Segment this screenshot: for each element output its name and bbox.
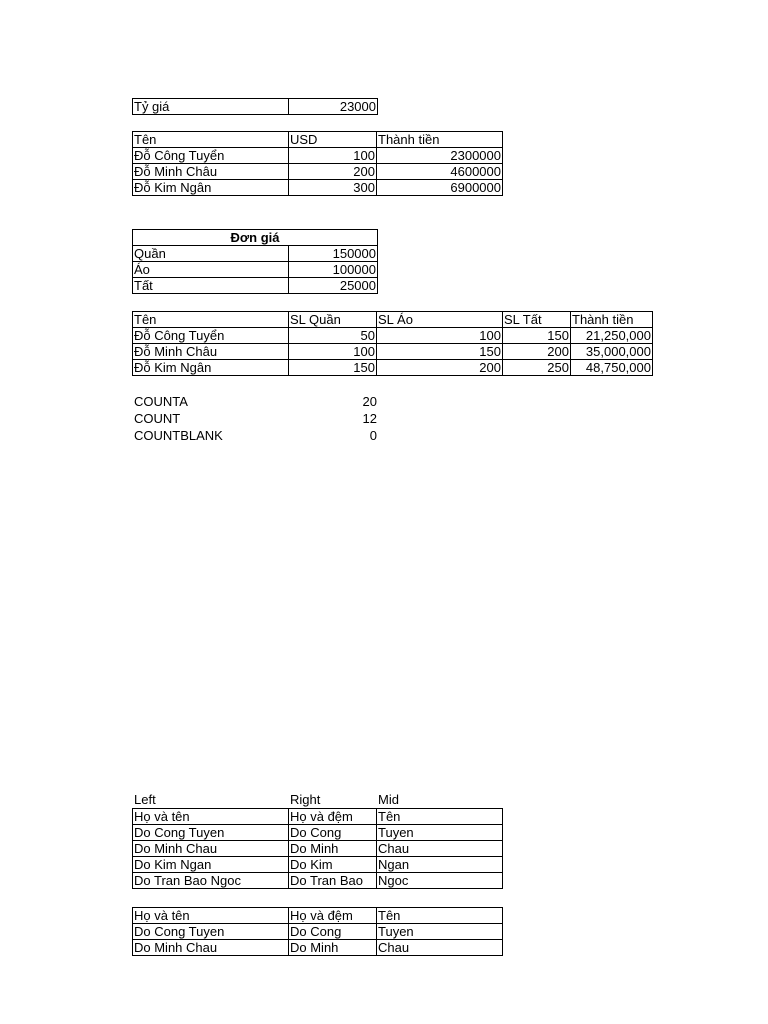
total-cell: 48,750,000: [571, 360, 653, 376]
exchange-rate-table: [132, 98, 378, 115]
count-row: [133, 410, 378, 427]
table-row: [133, 841, 503, 857]
count-row: [133, 427, 378, 444]
table-row: [133, 99, 378, 115]
header-cell: SL Áo: [377, 312, 503, 328]
total-cell: 4600000: [377, 164, 503, 180]
header-cell: Tên: [377, 809, 503, 825]
table-header-row: [133, 312, 653, 328]
table-row: [133, 328, 653, 344]
table-row: [133, 344, 653, 360]
full-name-cell: Do Cong Tuyen: [133, 825, 289, 841]
qty-cell: 100: [377, 328, 503, 344]
name-cell: Đỗ Minh Châu: [133, 344, 289, 360]
left-label: Left: [134, 792, 156, 807]
table-row: [133, 246, 378, 262]
table-row: [133, 180, 503, 196]
header-cell: Họ và đệm: [289, 908, 377, 924]
given-name-cell: Tuyen: [377, 825, 503, 841]
name-cell: Đỗ Công Tuyển: [133, 328, 289, 344]
table-row: [133, 857, 503, 873]
header-cell: Thành tiền: [571, 312, 653, 328]
table-header-row: [133, 132, 503, 148]
given-name-cell: Ngoc: [377, 873, 503, 889]
header-cell: USD: [289, 132, 377, 148]
name-cell: Đỗ Kim Ngân: [133, 360, 289, 376]
header-cell: Thành tiền: [377, 132, 503, 148]
given-name-cell: Chau: [377, 841, 503, 857]
table-header-row: [133, 908, 503, 924]
table-row: [133, 873, 503, 889]
qty-cell: 200: [377, 360, 503, 376]
header-cell: Họ và đệm: [289, 809, 377, 825]
count-label: COUNTBLANK: [134, 428, 223, 443]
text-function-labels: [133, 792, 503, 807]
unit-price-table: [132, 229, 378, 294]
price-cell: 100000: [289, 262, 378, 278]
label-row: [133, 792, 503, 807]
header-cell: SL Quần: [289, 312, 377, 328]
count-value: 0: [369, 428, 377, 443]
full-name-cell: Do Minh Chau: [133, 940, 289, 956]
exchange-rate-label: Tỷ giá: [133, 99, 289, 115]
full-name-cell: Do Minh Chau: [133, 841, 289, 857]
table-row: [133, 278, 378, 294]
table-row: [133, 924, 503, 940]
exchange-rate-value: 23000: [289, 99, 378, 115]
count-value: 20: [362, 394, 377, 409]
names-table-2: [132, 907, 503, 956]
full-name-cell: Do Cong Tuyen: [133, 924, 289, 940]
table-row: [133, 148, 503, 164]
surname-cell: Do Cong: [289, 825, 377, 841]
table-title-row: [133, 230, 378, 246]
surname-cell: Do Minh: [289, 940, 377, 956]
item-cell: Áo: [133, 262, 289, 278]
item-cell: Quần: [133, 246, 289, 262]
item-cell: Tất: [133, 278, 289, 294]
table-row: [133, 360, 653, 376]
table-row: [133, 262, 378, 278]
header-cell: Họ và tên: [133, 809, 289, 825]
qty-cell: 250: [503, 360, 571, 376]
mid-label: Mid: [378, 792, 399, 807]
usd-cell: 300: [289, 180, 377, 196]
surname-cell: Do Cong: [289, 924, 377, 940]
table-header-row: [133, 809, 503, 825]
total-cell: 6900000: [377, 180, 503, 196]
total-cell: 21,250,000: [571, 328, 653, 344]
usd-cell: 200: [289, 164, 377, 180]
names-table-1: [132, 808, 503, 889]
header-cell: SL Tất: [503, 312, 571, 328]
unit-price-title: Đơn giá: [133, 230, 378, 246]
full-name-cell: Do Kim Ngan: [133, 857, 289, 873]
header-cell: Tên: [133, 312, 289, 328]
count-row: [133, 393, 378, 410]
header-cell: Họ và tên: [133, 908, 289, 924]
qty-cell: 150: [503, 328, 571, 344]
given-name-cell: Tuyen: [377, 924, 503, 940]
surname-cell: Do Kim: [289, 857, 377, 873]
given-name-cell: Ngan: [377, 857, 503, 873]
qty-cell: 100: [289, 344, 377, 360]
qty-cell: 150: [377, 344, 503, 360]
name-cell: Đỗ Kim Ngân: [133, 180, 289, 196]
table-row: [133, 825, 503, 841]
table-row: [133, 940, 503, 956]
price-cell: 150000: [289, 246, 378, 262]
header-cell: Tên: [133, 132, 289, 148]
count-value: 12: [362, 411, 377, 426]
total-cell: 35,000,000: [571, 344, 653, 360]
price-cell: 25000: [289, 278, 378, 294]
full-name-cell: Do Tran Bao Ngoc: [133, 873, 289, 889]
count-functions: [133, 393, 378, 444]
name-cell: Đỗ Công Tuyển: [133, 148, 289, 164]
table-row: [133, 164, 503, 180]
total-cell: 2300000: [377, 148, 503, 164]
given-name-cell: Chau: [377, 940, 503, 956]
count-label: COUNT: [134, 411, 181, 426]
quantity-table: [132, 311, 653, 376]
count-label: COUNTA: [134, 394, 188, 409]
right-label: Right: [290, 792, 321, 807]
qty-cell: 150: [289, 360, 377, 376]
header-cell: Tên: [377, 908, 503, 924]
name-cell: Đỗ Minh Châu: [133, 164, 289, 180]
surname-cell: Do Minh: [289, 841, 377, 857]
usd-table: [132, 131, 503, 196]
qty-cell: 200: [503, 344, 571, 360]
usd-cell: 100: [289, 148, 377, 164]
qty-cell: 50: [289, 328, 377, 344]
surname-cell: Do Tran Bao: [289, 873, 377, 889]
